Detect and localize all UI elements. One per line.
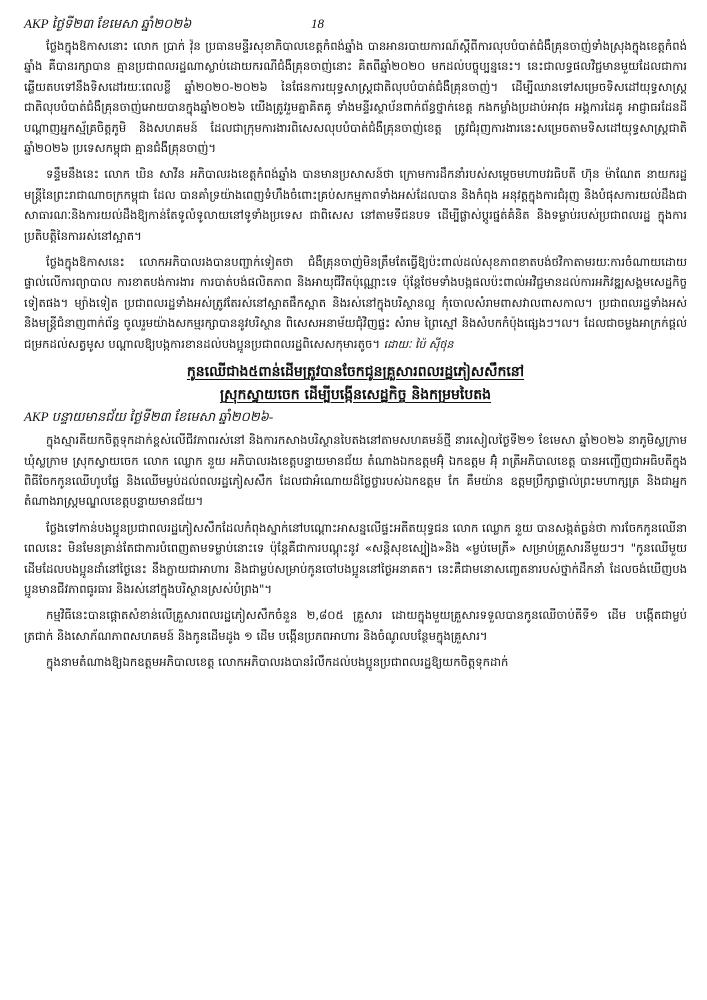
article1-paragraph-2: ទន្ទឹមនឹងនេះ លោក ឃិន សាវីន អភិបាលរងខេត្តកំពង់ឆ្នាំង បានមានប្រសាសន៍ថា ក្រោមការដឹកនាំរបស់សម្ដេចមហាបវរធិបតី ហ៊ុន ម៉ាណែត នាយករដ្ឋមន្ត្រីនៃព្រះរាជាណាចក្រកម្ពុជា ដែល បានគាំទ្រយ៉ាងពេញទំហឹងចំពោះគ្រប់សកម្មភាពទាំងអស់ដែលបាន និងកំពុង អនុវត្តក្នុងការជំរុញ និងបំផុសការយល់ដឹងជាសាធារណៈនិងការយល់ដឹងឱ្យកាន់តែទូលំទូលាយនៅទូទាំងប្រទេស ជាពិសេស នៅតាមទីជនបទ ដើម្បីផ្លាស់ប្ដូរផ្នត់គំនិត និងទម្លាប់របស់ប្រជាពលរដ្ឋ ក្នុងការប្រតិបត្តិនៃការរស់នៅស្អាត។ — [24, 167, 687, 243]
article2-paragraph-4: ក្នុងនាមតំណាងឱ្យឯកឧត្តមអភិបាលខេត្ត លោកអភិបាលរងបានរំលឹកដល់បងប្អូនប្រជាពលរដ្ឋឱ្យយកចិត្តទុកដាក់ — [46, 655, 509, 670]
article2-paragraph-3: កម្មវិធីនេះបានផ្តោតសំខាន់លើគ្រួសារពលរដ្ឋភៀសសឹកចំនួន ២,៨០៥ គ្រួសារ ដោយក្នុងមួយគ្រួសារទទួលបានកូនឈើចាប់តីទី១ ដើម បង្កើតជាម្លប់ត្រជាក់ និងសោភ័ណភាពសហគមន៍ និងកូនដើមដូង ១ ដើម បង្កើនប្រភពអាហារ និងចំណូលបន្ថែមក្នុងគ្រួសារ។ — [24, 608, 687, 643]
article1-paragraph-3-text: ថ្លែងក្នុងឱកាសនេះ លោកអភិបាលរងបានបញ្ជាក់ទៀតថា ជំងឺគ្រុនចាញ់មិនត្រឹមតែធ្វើឱ្យប៉ះពាល់ដល់សុខភាពខាតបង់ថវិកាតាមរយៈការចំណាយដោយផ្ទាល់លើការព្យាបាល ការខាតបង់ការងារ ការបាត់បង់ផលិតភាព និងអាយុជីវិតប៉ុណ្ណោះទេ ប៉ុន្តែថែមទាំងបង្កផលប៉ះពាល់អវិជ្ជមានដល់ការអភិវឌ្ឍសង្គមសេដ្ឋកិច្ចទៀតផង។ ម្យ៉ាងទៀត ប្រជាពលរដ្ឋទាំងអស់ត្រូវតែរស់នៅស្អាតផឹកស្អាត និងរស់នៅក្នុងបរិស្ថានល្អ កុំចោលសំរាមពាសវាលពាសកាល។ ប្រជាពលរដ្ឋទាំងអស់ និងមន្ត្រីជំនាញពាក់ព័ន្ធ ចូលរួមយ៉ាងសកម្មរក្សាបាននូវបរិស្ថាន ពិសេសអនាម័យជុំវិញផ្ទះ សំរាម ព្រៃស្មៅ និងសំបកកំប៉ុងផ្សេងៗ។ល។ ដែលជាចម្លងអាក្រក់ផ្ដល់ជម្រកដល់សត្វមូស បណ្ដាលឱ្យបង្កការខានដល់បងប្អូនប្រជាពលរដ្ឋពិសេសកុមារតូច។ — [24, 255, 687, 351]
article-malaria — [24, 36, 687, 355]
article1-paragraph-1: ថ្លែងក្នុងឱកាសនោះ លោក ប្រាក់ វ៉ុន ប្រធានមន្ទីរសុខាភិបាលខេត្តកំពង់ឆ្នាំង បានអានរបាយការណ៍ស្ដីពីការលុបបំបាត់ជំងឺគ្រុនចាញ់ទាំងស្រុងក្នុងខេត្តកំពង់ឆ្នាំង គឺបានរក្សាបាន គ្មានប្រជាពលរដ្ឋណាស្លាប់ដោយករណីជំងឺគ្រុនចាញ់នោះ គិតពីឆ្នាំ២០២០ មកដល់បច្ចុប្បន្ននេះ។ នេះជាលទ្ធផលវិជ្ជមានមួយដែលជាការឆ្លើយតបទៅនឹងទិសដៅរយៈពេលខ្លី ឆ្នាំ២០២០-២០២៦ នៃផែនការយុទ្ធសាស្រ្តជាតិលុបបំបាត់ជំងឺគ្រុនចាញ់។ ដើម្បីឈានទៅសម្រេចទិសដៅយុទ្ធសាស្រ្តជាតិលុបបំបាត់ជំងឺគ្រុនចាញ់អោយបានក្នុងឆ្នាំ២០២៦ យើងត្រូវរួមគ្នាគិតគូ ទាំងមន្ទីរស្ថាប័នពាក់ព័ន្ធថ្នាក់ខេត្ត កងកម្លាំងប្រដាប់អាវុធ អង្គការដៃគូ អាជ្ញាធរដែនដី បណ្ដាញអ្នកស្ម័គ្រចិត្តភូមិ និងសហគមន៍ ដែលជាក្រុមការងារពិសេសលុបបំបាត់ជំងឺគ្រុនចាញ់ខេត្ត ត្រូវជំរុញការងារនេះសម្រេចតាមទិសដៅយុទ្ធសាស្ត្រជាតិ ឆ្នាំ២០២៦ ប្រទេសកម្ពុជា គ្មានជំងឺគ្រុនចាញ់។ — [24, 39, 687, 156]
article1-byline: ដោយៈ ប៉ៃ ស៊ីថុន — [383, 337, 454, 351]
page-header — [24, 14, 687, 36]
article2-paragraph-2: ថ្លែងទៅកាន់បងប្អូនប្រជាពលរដ្ឋភៀសសឹកដែលកំពុងស្នាក់នៅបណ្ដោះអាសន្នលើផ្ទះអតីតយុទ្ធជន លោក ឈ្លោក នួយ បានសង្កត់ធ្ងន់ថា ការចែកកូនឈើនាពេលនេះ មិនមែនគ្រាន់តែជាការបំពេញតាមទម្លាប់នោះទេ ប៉ុន្តែគឺជាការបណ្ដុះនូវ «សន្តិសុខស្បៀង»និង «ម្លប់មេត្រី» សម្រាប់គ្រួសារនីមួយៗ។ "កូនឈើមួយដើមដែលបងប្អូនដាំនៅថ្ងៃនេះ នឹងក្លាយជាអាហារ និងជាម្លប់សម្រាប់កូនចៅបងប្អូននៅថ្ងៃអនាគត។ នេះគឺជាមនោសញ្ចេតនារបស់ថ្នាក់ដឹកនាំ ដែលចង់ឃើញបងប្អូនមានជីវភាពធូរធារ និងរស់នៅក្នុងបរិស្ថានស្រស់បំព្រង"។ — [24, 520, 687, 596]
article2-dateline: AKP បន្ទាយមានជ័យ ថ្ងៃទី២៣ ខែមេសា ឆ្នាំ២០២៦- — [24, 409, 274, 425]
header-dateline: AKP ថ្ងៃទី២៣ ខែមេសា ឆ្នាំ២០២៦ — [24, 16, 192, 31]
article2-paragraph-1: ក្នុងស្មារតីយកចិត្តទុកដាក់ខ្ពស់លើជីវភាពរស់នៅ និងការកសាងបរិស្ថានបៃតងនៅតាមសហគមន៍ថ្មី នារសៀលថ្ងៃទី២១ ខែមេសា ឆ្នាំ២០២៦ នាភូមិស្លក្រាម ឃុំស្លក្រាម ស្រុកស្វាយចេក លោក ឈ្លោក នួយ អភិបាលរងខេត្តបន្ទាយមានជ័យ តំណាងឯកឧត្តមអ៊ុំ ឯកឧត្តម អ៊ុំ រាត្រីអភិបាលខេត្ត បានអញ្ជើញជាអធិបតីក្នុងពិធីចែកកូនឈើហូបផ្លែ និងឈើមម្លប់ដល់ពលរដ្ឋភៀសសឹក ដែលជាអំណោយដ៏ថ្លៃថ្លារបស់ឯកឧត្តម កែ គឹមយ៉ាន ឧត្តមប្រឹក្សាផ្ទាល់ព្រះមហាក្សត្រ និងជាអ្នកតំណាងរាស្ត្រមណ្ឌលខេត្តបន្ទាយមានជ័យ។ — [24, 433, 687, 509]
article-seedlings — [24, 361, 687, 672]
article2-headline-line-2: ស្រុកស្វាយចេក ដើម្បីបង្កើនសេដ្ឋកិច្ច និងកម្រមបៃតង — [219, 387, 492, 404]
page-number: 18 — [311, 16, 324, 31]
article2-headline-line-1: កូនឈើជាង៥ពាន់ដើមត្រូវបានចែកជូនគ្រួសារពលរដ្ឋភៀសសឹកនៅ — [186, 364, 525, 381]
article1-paragraph-3 — [24, 252, 687, 355]
